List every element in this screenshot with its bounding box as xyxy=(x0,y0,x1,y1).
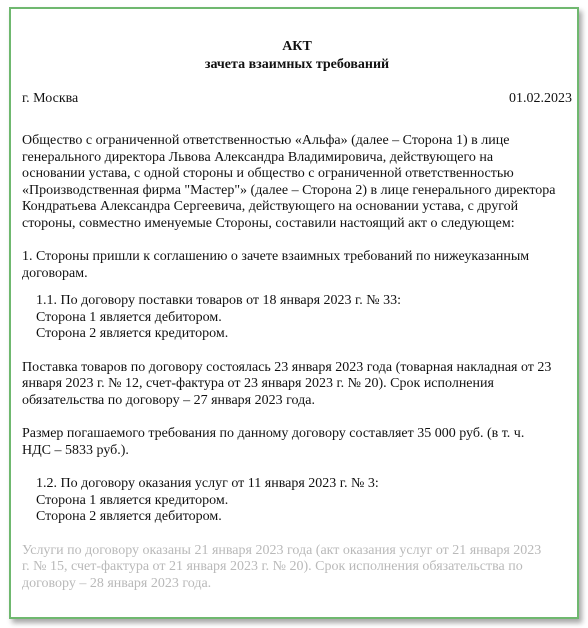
document-date: 01.02.2023 xyxy=(509,91,572,106)
place-date-row xyxy=(22,91,572,107)
text-line: «Производственная фирма "Мастер"» (далее – Сторона 2) в лице генерального директора xyxy=(22,182,556,198)
document-frame xyxy=(9,7,579,619)
text-line: Сторона 1 является дебитором. xyxy=(36,309,222,325)
text-line: обязательства по договору – 27 января 2023 года. xyxy=(22,392,315,408)
services-paragraph xyxy=(22,543,572,593)
city-label: г. Москва xyxy=(22,91,79,106)
clause-1-1 xyxy=(22,293,572,343)
text-line: Сторона 2 является кредитором. xyxy=(36,326,229,341)
text-line: г. № 15, счет-фактура от 21 января 2023 г. № 20). Срок исполнения обязательства по xyxy=(22,559,523,574)
text-line: основании устава, с одной стороны и общество с ограниченной ответственностью xyxy=(22,166,514,181)
intro-paragraph xyxy=(22,133,572,232)
clause-1 xyxy=(22,249,572,282)
text-line: Кондратьева Александра Сергеевича, действующего на основании устава, с другой xyxy=(22,199,519,214)
clause-1-2 xyxy=(22,476,572,526)
text-line: Сторона 1 является кредитором. xyxy=(36,492,229,508)
delivery-paragraph xyxy=(22,360,572,410)
text-line: 1. Стороны пришли к соглашению о зачете взаимных требований по нижеуказанным xyxy=(22,249,530,264)
document-body xyxy=(22,38,572,592)
text-line: Поставка товаров по договору состоялась 23 января 2023 года (товарная накладная от 23 xyxy=(22,359,552,375)
text-line: договорам. xyxy=(22,265,88,281)
text-line: 1.1. По договору поставки товаров от 18 января 2023 г. № 33: xyxy=(36,293,401,308)
amount-paragraph xyxy=(22,426,572,459)
document-title: АКТ xyxy=(282,39,312,54)
text-line: января 2023 г. № 12, счет-фактура от 23 января 2023 г. № 20). Срок исполнения xyxy=(22,376,494,391)
text-line: Сторона 2 является дебитором. xyxy=(36,509,222,524)
text-line: Общество с ограниченной ответственностью «Альфа» (далее – Сторона 1) в лице xyxy=(22,133,510,148)
text-line: договору – 28 января 2023 года. xyxy=(22,575,212,591)
text-line: 1.2. По договору оказания услуг от 11 января 2023 г. № 3: xyxy=(36,476,379,491)
text-line: Размер погашаемого требования по данному договору составляет 35 000 руб. (в т. ч. xyxy=(22,426,525,441)
text-line: Услуги по договору оказаны 21 января 2023 года (акт оказания услуг от 21 января 2023 xyxy=(22,542,542,558)
text-line: стороны, совместно именуемые Стороны, составили настоящий акт о следующем: xyxy=(22,215,515,231)
text-line: генерального директора Львова Александра Владимировича, действующего на xyxy=(22,149,494,165)
text-line: НДС – 5833 руб.). xyxy=(22,442,129,458)
document-subtitle: зачета взаимных требований xyxy=(204,57,390,72)
